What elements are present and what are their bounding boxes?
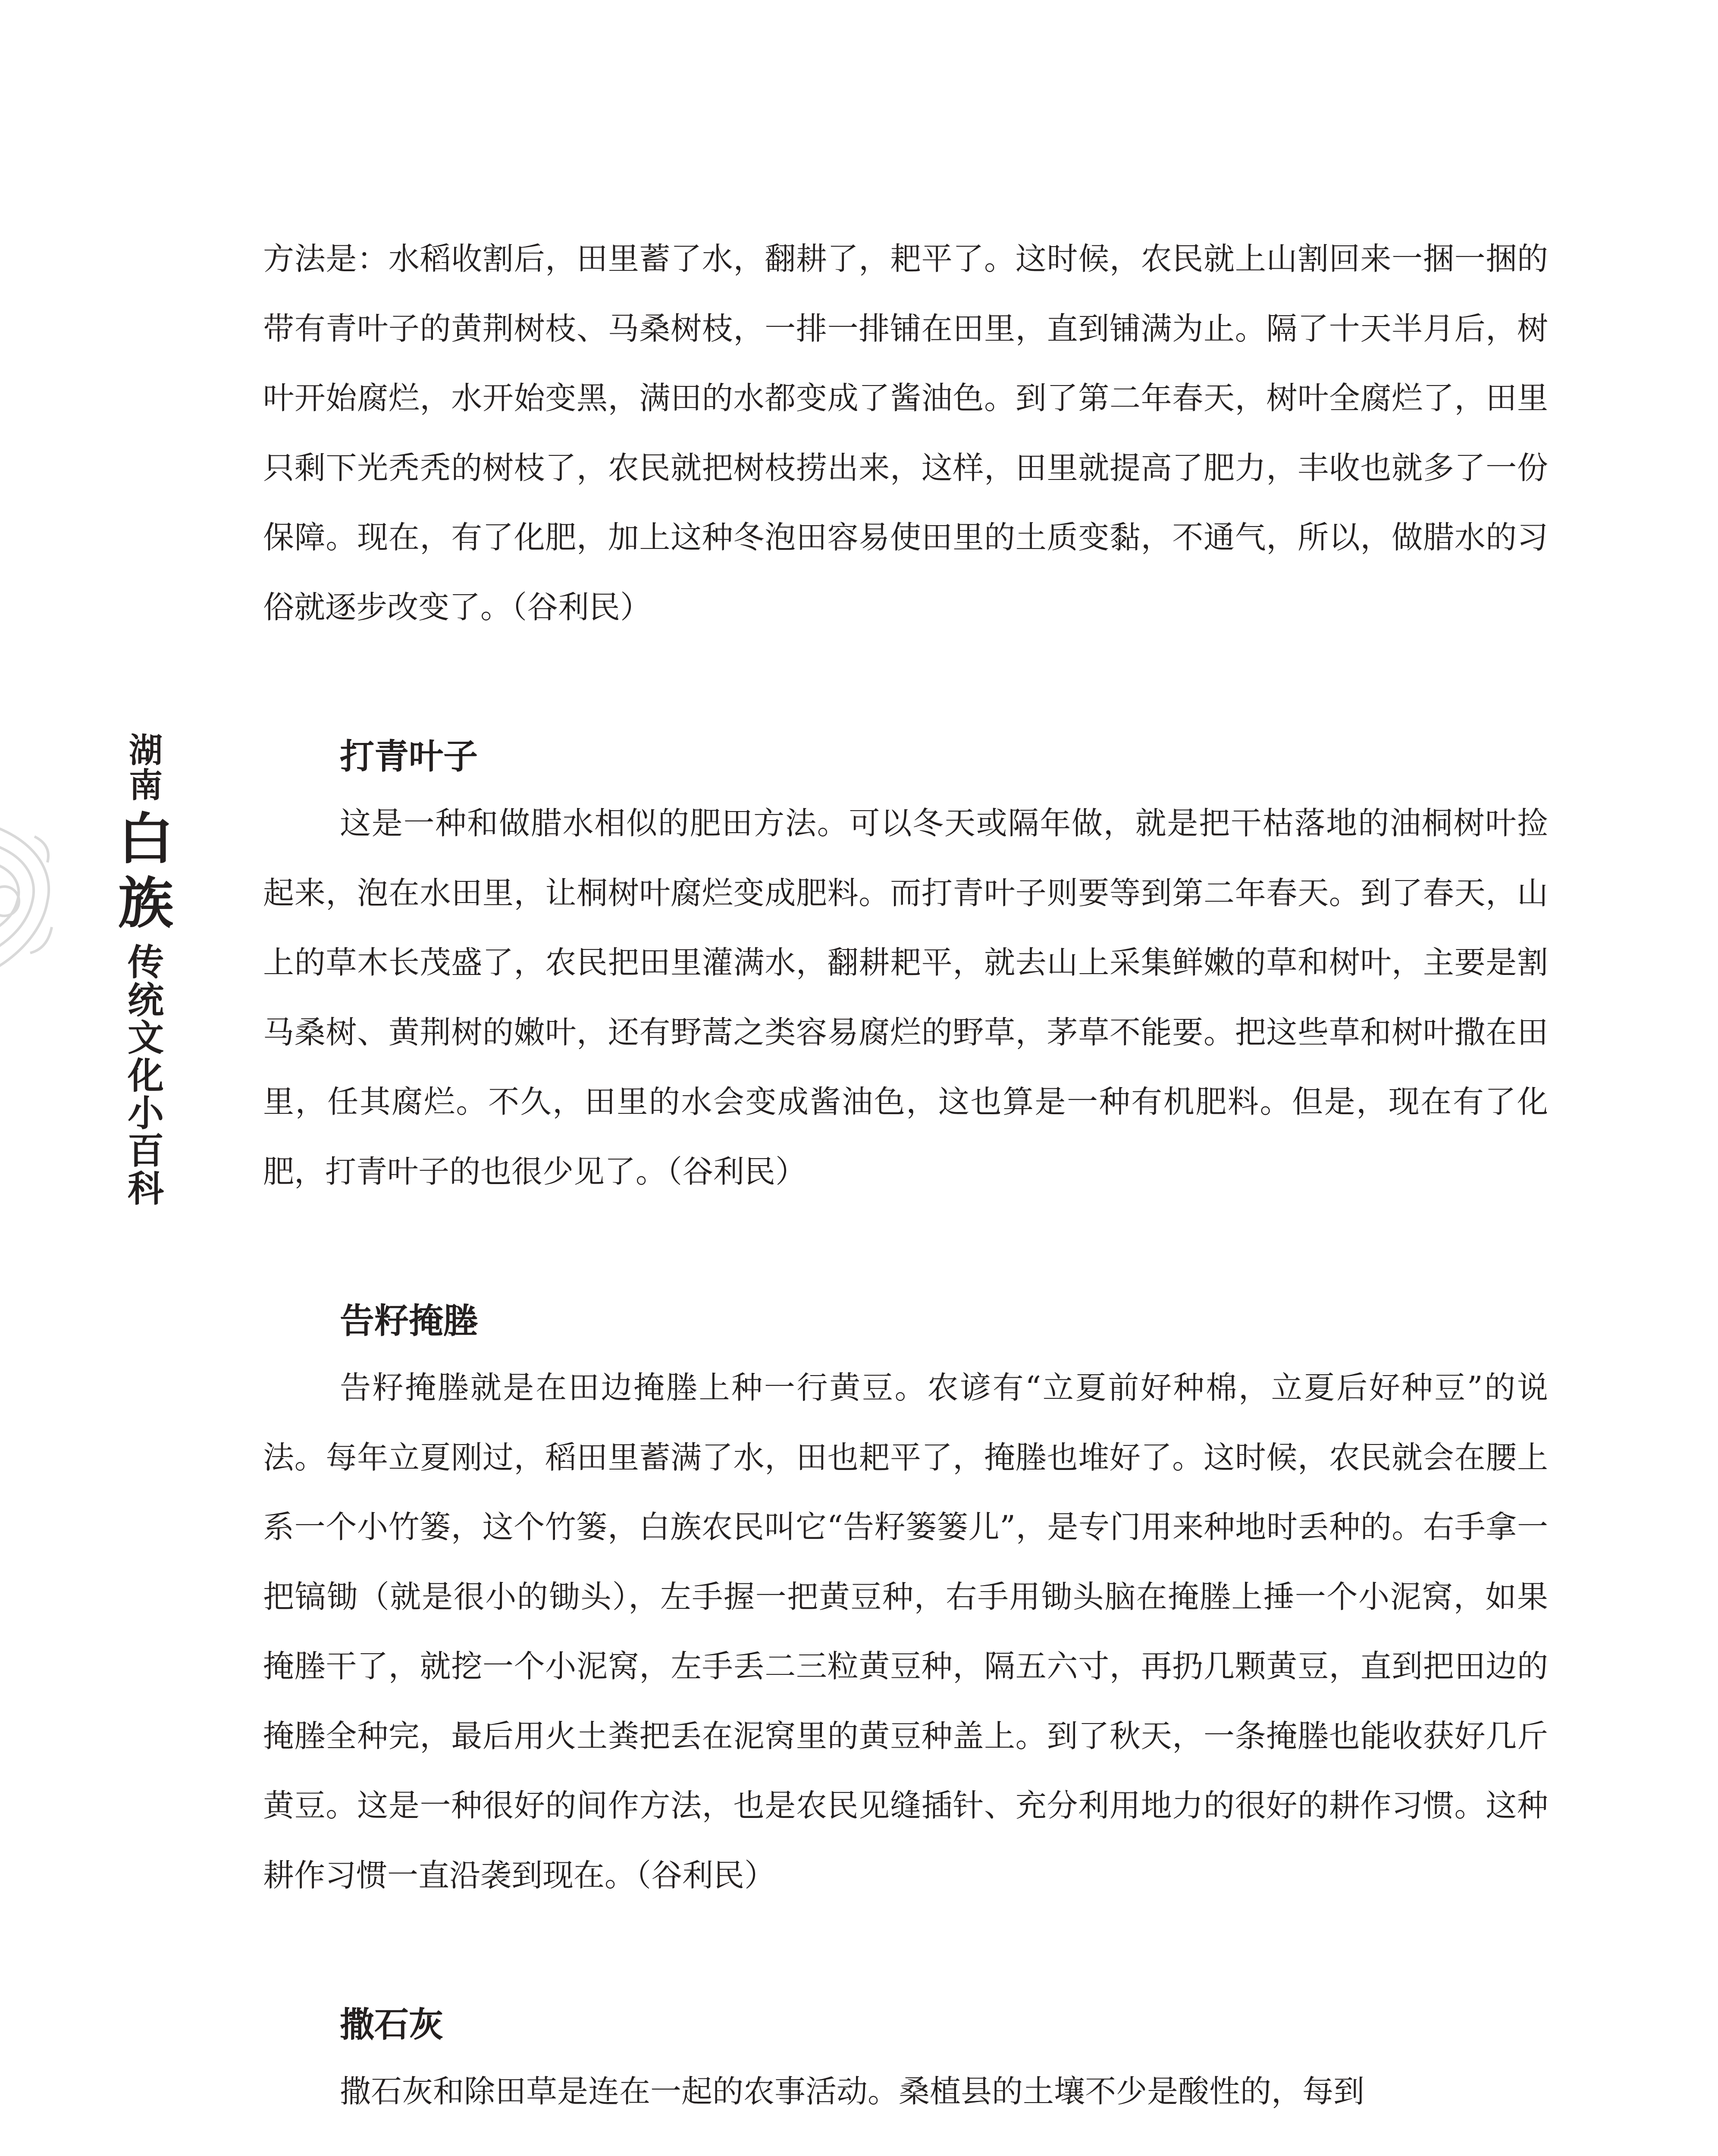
series-char: 统 [127,978,164,1022]
series-char: 化 [127,1054,164,1097]
section-paragraph: 这是一种和做腊水相似的肥田方法。可以冬天或隔年做，就是把干枯落地的油桐树叶捡起来，泡在水田里，让桐树叶腐烂变成肥料。而打青叶子则要等到第二年春天。到了春天，山上的草木长茂盛了，农民把田里灌满水，翻耕耙平，就去山上采集鲜嫩的草和树叶，主要是割马桑树、黄荆树的嫩叶，还有野蒿之类容易腐烂的野草，茅草不能要。把这些草和树叶撒在田里，任其腐烂。不久，田里的水会变成酱油色，这也算是一种有机肥料。但是，现在有了化肥，打青叶子的也很少见了。（谷利民） [263,805,1548,1190]
series-char: 南 [129,766,163,805]
main-content [263,224,1548,2127]
section-paragraph: 撒石灰和除田草是连在一起的农事活动。桑植县的土壤不少是酸性的，每到 [340,2073,1365,2109]
series-char: 科 [127,1167,164,1210]
series-char: 小 [127,1091,164,1134]
section-paragraph: 告籽掩塍就是在田边掩塍上种一行黄豆。农谚有“立夏前好种棉，立夏后好种豆”的说法。每年立夏刚过，稻田里蓄满了水，田也耙平了，掩塍也堆好了。这时候，农民就会在腰上系一个小竹篓，这个竹篓，白族农民叫它“告籽篓篓儿”，是专门用来种地时丢种的。右手拿一把镐锄（就是很小的锄头），左手握一把黄豆种，右手用锄头脑在掩塍上捶一个小泥窝，如果掩塍干了，就挖一个小泥窝，左手丢二三粒黄豆种，隔五六寸，再扔几颗黄豆，直到把田边的掩塍全种完，最后用火土粪把丢在泥窝里的黄豆种盖上。到了秋天，一条掩塍也能收获好几斤黄豆。这是一种很好的间作方法，也是农民见缝插针、充分利用地力的很好的耕作习惯。这种耕作习惯一直沿袭到现在。（谷利民） [263,1369,1548,1893]
book-series-title [118,731,174,1210]
series-char: 文 [127,1016,164,1059]
section-heading: 告籽掩塍 [340,1300,478,1341]
series-char: 传 [127,941,164,984]
decorative-ornament [0,811,73,992]
series-char-large: 白 [118,807,174,872]
paragraph-continued: 方法是：水稻收割后，田里蓄了水，翻耕了，耙平了。这时候，农民就上山割回来一捆一捆的带有青叶子的黄荆树枝、马桑树枝，一排一排铺在田里，直到铺满为止。隔了十天半月后，树叶开始腐烂，水开始变黑，满田的水都变成了酱油色。到了第二年春天，树叶全腐烂了，田里只剩下光秃秃的树枝了，农民就把树枝捞出来，这样，田里就提高了肥力，丰收也就多了一份保障。现在，有了化肥，加上这种冬泡田容易使田里的土质变黏，不通气，所以，做腊水的习俗就逐步改变了。（谷利民） [263,241,1548,625]
series-char-large: 族 [118,871,174,936]
series-char: 百 [127,1129,164,1172]
section-heading: 打青叶子 [340,736,478,777]
section-heading: 撒石灰 [340,2004,443,2045]
series-char: 湖 [129,731,163,770]
